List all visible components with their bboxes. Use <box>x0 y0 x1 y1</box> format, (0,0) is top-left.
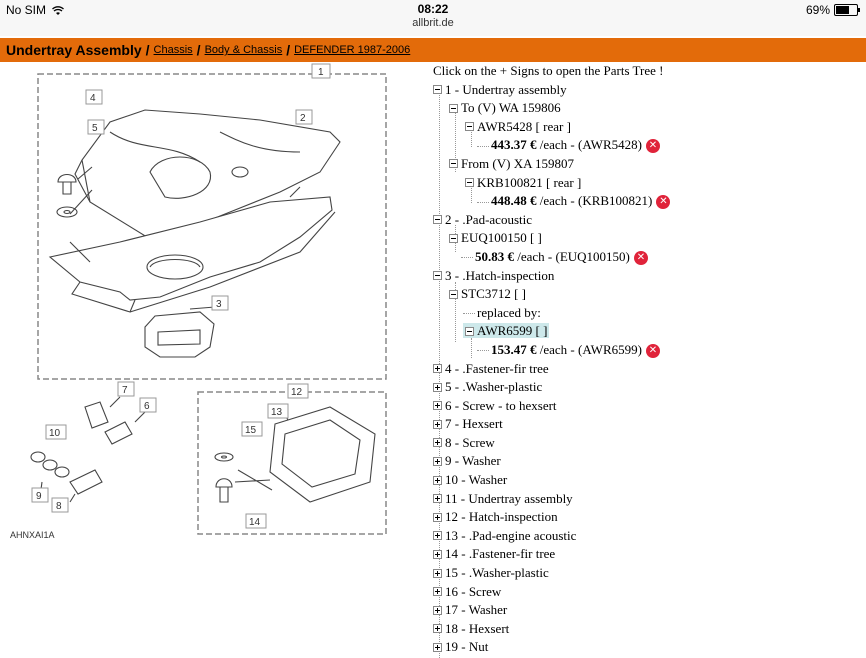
callout-10: 10 <box>49 428 61 439</box>
expand-icon[interactable] <box>433 457 442 466</box>
collapse-icon[interactable] <box>465 327 474 336</box>
tree-node-13[interactable] <box>433 527 866 546</box>
tree-node-8[interactable] <box>433 434 866 453</box>
tree-node-10[interactable] <box>433 471 866 490</box>
tree-node-awr5428[interactable] <box>433 118 866 137</box>
price-value: 50.83 € <box>475 248 514 264</box>
collapse-icon[interactable] <box>465 178 474 187</box>
battery-icon <box>834 4 858 16</box>
tree-node-label: 16 - Screw <box>445 583 502 599</box>
tree-node-label: 17 - Washer <box>445 602 508 618</box>
tree-node-euq100150[interactable] <box>433 229 866 248</box>
tree-node-label: 13 - .Pad-engine acoustic <box>445 527 577 543</box>
tree-node-17[interactable] <box>433 601 866 620</box>
breadcrumb-link-body-chassis[interactable]: Body & Chassis <box>204 44 283 56</box>
tree-node-label: 2 - .Pad-acoustic <box>445 211 533 227</box>
tree-node-label: From (V) XA 159807 <box>461 155 575 171</box>
price-value: 153.47 € <box>491 341 537 357</box>
tree-node-label: 6 - Screw - to hexsert <box>445 397 557 413</box>
expand-icon[interactable] <box>433 401 442 410</box>
tree-node-label: 18 - Hexsert <box>445 620 510 636</box>
tree-node-label: EUQ100150 [ ] <box>461 230 542 246</box>
collapse-icon[interactable] <box>433 85 442 94</box>
tree-node-label: 5 - .Washer-plastic <box>445 379 543 395</box>
tree-node-label: 12 - Hatch-inspection <box>445 509 558 525</box>
expand-icon[interactable] <box>433 643 442 652</box>
tree-node-from-xa[interactable] <box>433 155 866 174</box>
price-unit: /each - (KRB100821) <box>536 193 653 209</box>
tree-node-label: 15 - .Washer-plastic <box>445 565 549 581</box>
collapse-icon[interactable] <box>433 271 442 280</box>
expand-icon[interactable] <box>433 364 442 373</box>
diagram-code: AHNXAI1A <box>10 530 55 540</box>
price-value: 443.37 € <box>491 137 537 153</box>
tree-connector <box>461 257 473 258</box>
callout-2: 2 <box>300 113 306 124</box>
callout-12: 12 <box>291 387 303 398</box>
battery-percent: 69% <box>805 3 830 17</box>
expand-icon[interactable] <box>433 606 442 615</box>
expand-icon[interactable] <box>433 438 442 447</box>
tree-node-4[interactable] <box>433 360 866 379</box>
tree-node-3[interactable] <box>433 267 866 286</box>
battery-status <box>806 3 858 17</box>
tree-node-label: 14 - .Fastener-fir tree <box>445 546 556 562</box>
tree-node-label: To (V) WA 159806 <box>461 100 561 116</box>
tree-node-1[interactable] <box>433 81 866 100</box>
status-bar <box>0 0 866 36</box>
expand-icon[interactable] <box>433 531 442 540</box>
tree-node-label: replaced by: <box>477 304 541 320</box>
tree-node-2[interactable] <box>433 211 866 230</box>
remove-icon[interactable]: ✕ <box>646 139 660 153</box>
tree-node-awr6599[interactable] <box>433 322 866 341</box>
expand-icon[interactable] <box>433 513 442 522</box>
tree-connector <box>477 146 489 147</box>
price-row <box>433 136 866 155</box>
clock: 08:22 <box>417 2 449 16</box>
expand-icon[interactable] <box>433 624 442 633</box>
remove-icon[interactable]: ✕ <box>634 251 648 265</box>
expand-icon[interactable] <box>433 420 442 429</box>
collapse-icon[interactable] <box>465 122 474 131</box>
callout-9: 9 <box>36 491 42 502</box>
tree-node-label: KRB100821 [ rear ] <box>477 174 582 190</box>
tree-node-label: 4 - .Fastener-fir tree <box>445 360 549 376</box>
tree-node-18[interactable] <box>433 620 866 639</box>
remove-icon[interactable]: ✕ <box>656 195 670 209</box>
tree-node-9[interactable] <box>433 452 866 471</box>
tree-node-label: 8 - Screw <box>445 434 495 450</box>
callout-1: 1 <box>318 67 324 78</box>
address-url[interactable]: allbrit.de <box>412 17 454 29</box>
price-value: 448.48 € <box>491 193 537 209</box>
breadcrumb-separator: / <box>196 42 201 58</box>
tree-connector <box>477 350 489 351</box>
collapse-icon[interactable] <box>449 234 458 243</box>
tree-node-16[interactable] <box>433 583 866 602</box>
tree-node-19[interactable] <box>433 638 866 657</box>
price-row <box>433 248 866 267</box>
tree-node-12[interactable] <box>433 508 866 527</box>
tree-node-11[interactable] <box>433 490 866 509</box>
breadcrumb-link-defender[interactable]: DEFENDER 1987-2006 <box>294 44 411 56</box>
callout-5: 5 <box>92 123 98 134</box>
page-title: Undertray Assembly <box>6 42 142 58</box>
tree-node-label: STC3712 [ ] <box>461 286 526 302</box>
expand-icon[interactable] <box>433 587 442 596</box>
callout-13: 13 <box>271 407 283 418</box>
selected-node[interactable] <box>463 323 549 338</box>
price-unit: /each - (AWR5428) <box>536 137 642 153</box>
price-unit: /each - (AWR6599) <box>536 341 642 357</box>
price-row <box>433 341 866 360</box>
callout-6: 6 <box>144 401 150 412</box>
collapse-icon[interactable] <box>433 215 442 224</box>
collapse-icon[interactable] <box>449 290 458 299</box>
tree-node-label: 19 - Nut <box>445 639 489 655</box>
expand-icon[interactable] <box>433 569 442 578</box>
replaced-by-label <box>433 304 866 323</box>
tree-node-5[interactable] <box>433 378 866 397</box>
expand-icon[interactable] <box>433 494 442 503</box>
tree-node-stc3712[interactable] <box>433 285 866 304</box>
tree-instructions: Click on the + Signs to open the Parts Tree ! <box>433 63 664 78</box>
tree-connector <box>463 313 475 314</box>
remove-icon[interactable]: ✕ <box>646 344 660 358</box>
tree-node-6[interactable] <box>433 397 866 416</box>
callout-8: 8 <box>56 501 62 512</box>
tree-node-label: AWR6599 [ ] <box>477 323 548 339</box>
collapse-icon[interactable] <box>449 159 458 168</box>
callout-7: 7 <box>122 385 128 396</box>
tree-node-14[interactable] <box>433 545 866 564</box>
expand-icon[interactable] <box>433 550 442 559</box>
price-unit: /each - (EUQ100150) <box>514 248 630 264</box>
callout-15: 15 <box>245 425 257 436</box>
carrier-label: No SIM <box>6 3 47 17</box>
tree-node-label: 3 - .Hatch-inspection <box>445 267 555 283</box>
tree-node-label: 7 - Hexsert <box>445 416 503 432</box>
callout-4: 4 <box>90 93 96 104</box>
parts-diagram <box>0 62 420 582</box>
breadcrumb-separator: / <box>145 42 150 58</box>
tree-node-15[interactable] <box>433 564 866 583</box>
tree-node-to-wa[interactable] <box>433 99 866 118</box>
tree-node-label: AWR5428 [ rear ] <box>477 118 571 134</box>
tree-node-label: 11 - Undertray assembly <box>445 490 573 506</box>
tree-node-label: 1 - Undertray assembly <box>445 81 567 97</box>
callout-14: 14 <box>249 517 261 528</box>
tree-node-7[interactable] <box>433 415 866 434</box>
tree-node-label: 9 - Washer <box>445 453 501 469</box>
expand-icon[interactable] <box>433 383 442 392</box>
price-row <box>433 192 866 211</box>
collapse-icon[interactable] <box>449 104 458 113</box>
breadcrumb-link-chassis[interactable]: Chassis <box>153 44 193 56</box>
callout-3: 3 <box>216 299 222 310</box>
breadcrumb-separator: / <box>286 42 291 58</box>
tree-node-label: 10 - Washer <box>445 472 508 488</box>
tree-connector <box>477 202 489 203</box>
tree-node-krb100821[interactable] <box>433 174 866 193</box>
breadcrumb <box>0 38 866 62</box>
expand-icon[interactable] <box>433 476 442 485</box>
parts-tree <box>433 62 866 657</box>
